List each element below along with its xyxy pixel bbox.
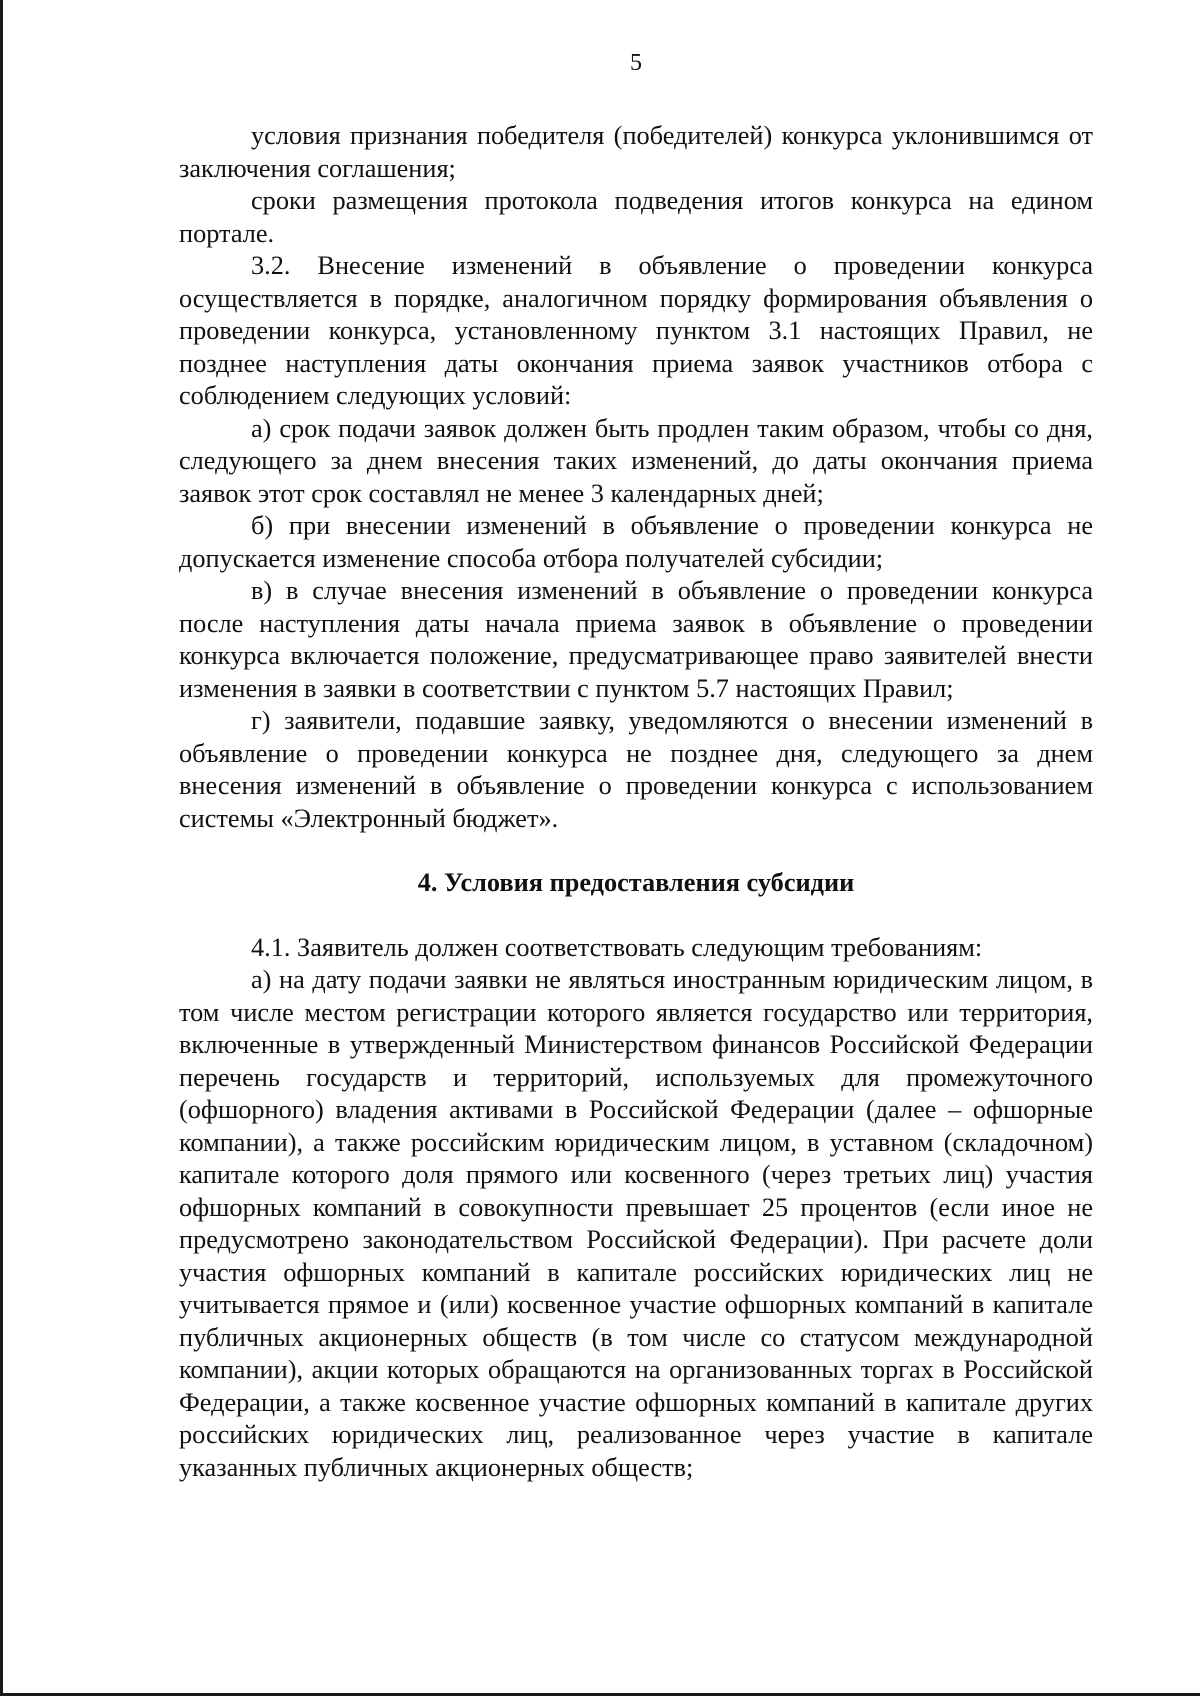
section-heading: 4. Условия предоставления субсидии bbox=[417, 868, 855, 897]
paragraph-winner-evasion: условия признания победителя (победителей) конкурса уклонившимся от заключения соглашения; bbox=[179, 121, 1093, 183]
paragraph-3-2: 3.2. Внесение изменений в объявление о проведении конкурса осуществляется в порядке, аналогичном порядку формирования объявления о проведении конкурса, установленному пунктом 3.1 настоящих Правил, не позднее наступления даты окончания приема заявок участников отбора с соблюдением следующих условий: bbox=[179, 251, 1093, 410]
paragraph-3-2-v: в) в случае внесения изменений в объявление о проведении конкурса после наступления даты начала приема заявок в объявление о проведении конкурса включается положение, предусматривающее право заявителей внести изменения в заявки в соответствии с пунктом 5.7 настоящих Правил; bbox=[179, 576, 1093, 703]
paragraph-protocol-deadline: сроки размещения протокола подведения итогов конкурса на едином портале. bbox=[179, 186, 1093, 248]
paragraph-4-1-a: а) на дату подачи заявки не являться иностранным юридическим лицом, в том числе местом регистрации которого является государство или территория, включенные в утвержденный Министерством финансов Российской Федерации перечень государств и территорий, используемых для промежуточного (офшорного) владения активами в Российской Федерации (далее – офшорные компании), а также российским юридическим лицом, в уставном (складочном) капитале которого доля прямого или косвенного (через третьих лиц) участия офшорных компаний в совокупности превышает 25 процентов (если иное не предусмотрено законодательством Российской Федерации). При расчете доли участия офшорных компаний в капитале российских юридических лиц не учитывается прямое и (или) косвенное участие офшорных компаний в капитале публичных акционерных обществ (в том числе со статусом международной компании), акции которых обращаются на организованных торгах в Российской Федерации, а также косвенное участие офшорных компаний в капитале других российских юридических лиц, реализованное через участие в капитале указанных публичных акционерных обществ; bbox=[179, 965, 1093, 1482]
document-body bbox=[179, 120, 1093, 1484]
page-number: 5 bbox=[630, 50, 642, 76]
paragraph-3-2-b: б) при внесении изменений в объявление о проведении конкурса не допускается изменение способа отбора получателей субсидии; bbox=[179, 511, 1093, 573]
paragraph-4-1: 4.1. Заявитель должен соответствовать следующим требованиям: bbox=[251, 932, 983, 962]
paragraph-3-2-a: а) срок подачи заявок должен быть продлен таким образом, чтобы со дня, следующего за днем внесения таких изменений, до даты окончания приема заявок этот срок составлял не менее 3 календарных дней; bbox=[179, 413, 1093, 508]
paragraph-3-2-g: г) заявители, подавшие заявку, уведомляются о внесении изменений в объявление о проведении конкурса не позднее дня, следующего за днем внесения изменений в объявление о проведении конкурса с использованием системы «Электронный бюджет». bbox=[179, 706, 1093, 833]
